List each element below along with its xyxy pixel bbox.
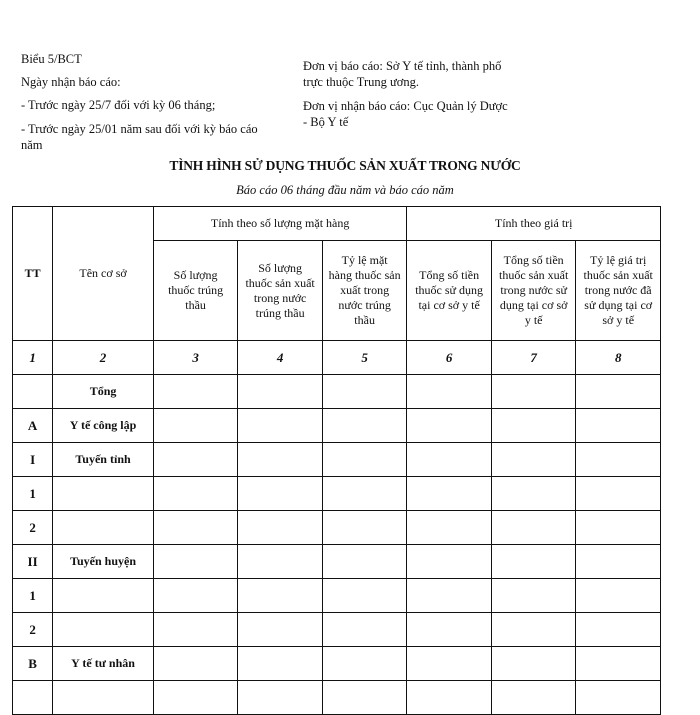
data-cell [153,409,238,443]
data-cell [322,477,407,511]
column-number: 3 [153,341,238,375]
data-cell [407,579,492,613]
data-cell [491,681,576,715]
header-name: Tên cơ sở [53,207,154,341]
data-cell [153,511,238,545]
data-cell [238,511,323,545]
header-col-4-line: Số lượng [258,260,303,275]
data-cell [153,443,238,477]
table-row [13,681,661,715]
header-col-5-line: nước trúng [338,298,391,312]
header-col-3 [153,241,238,341]
row-name [53,511,154,545]
report-title: TÌNH HÌNH SỬ DỤNG THUỐC SẢN XUẤT TRONG NƯỚC [169,158,521,173]
data-cell [153,613,238,647]
data-cell [576,409,661,443]
header-group-value: Tính theo giá trị [407,207,661,241]
deadline-year-line1: - Trước ngày 25/01 năm sau đối với kỳ báo cáo [21,122,258,136]
column-number: 7 [491,341,576,375]
data-cell [153,681,238,715]
header-col-5-line: thầu [354,313,375,327]
data-cell [238,647,323,681]
data-cell [491,647,576,681]
header-col-6-line: Tổng số tiền [419,268,480,282]
header-col-7 [491,241,576,341]
header-col-7-line: dụng tại cơ sở [499,298,568,312]
header-col-3-line: thầu [185,298,206,312]
row-tt: 1 [13,477,53,511]
header-col-5-line: Tỷ lệ mặt [341,253,388,267]
data-cell [238,579,323,613]
row-tt: 2 [13,511,53,545]
data-cell [238,681,323,715]
reporting-unit-line1: Đơn vị báo cáo: Sở Y tế tỉnh, thành phố [303,59,502,73]
table-row [13,647,661,681]
data-cell [491,443,576,477]
header-col-7-line: trong nước sử [500,283,567,297]
header-right [303,58,543,130]
data-cell [491,477,576,511]
data-cell [322,545,407,579]
data-cell [491,579,576,613]
data-cell [153,477,238,511]
data-cell [576,477,661,511]
column-number: 6 [407,341,492,375]
data-cell [407,477,492,511]
row-name [53,579,154,613]
header-left [21,51,296,153]
table-row [13,443,661,477]
row-tt: B [13,647,53,681]
row-name: Y tế tư nhân [53,647,154,681]
data-cell [322,443,407,477]
column-number: 1 [13,341,53,375]
header-col-7-line: Tổng số tiền [503,253,564,267]
data-cell [576,681,661,715]
row-tt: 2 [13,613,53,647]
data-cell [576,579,661,613]
data-cell [322,375,407,409]
data-cell [491,375,576,409]
header-group-quantity: Tính theo số lượng mặt hàng [153,207,407,241]
header-col-6 [407,241,492,341]
header-col-7-line: thuốc sản xuất [499,268,569,282]
deadline-6-months: - Trước ngày 25/7 đối với kỳ 06 tháng; [21,98,216,112]
report-table [12,206,661,715]
data-cell [407,409,492,443]
row-tt: II [13,545,53,579]
receiving-unit-line1: Đơn vị nhận báo cáo: Cục Quản lý Dược [303,99,508,113]
receiving-unit-line2: - Bộ Y tế [303,115,349,129]
data-cell [407,375,492,409]
row-tt [13,375,53,409]
data-cell [407,647,492,681]
row-tt: I [13,443,53,477]
header-col-6-line: tại cơ sở y tế [418,298,480,312]
data-cell [576,545,661,579]
header-col-4-line: trúng thầu [255,305,305,320]
row-tt [13,681,53,715]
report-subtitle: Báo cáo 06 tháng đầu năm và báo cáo năm [236,183,454,197]
data-cell [238,613,323,647]
form-code: Biểu 5/BCT [21,52,82,66]
table-row [13,613,661,647]
data-cell [407,443,492,477]
deadline-year-line2: năm [21,138,43,152]
data-cell [407,545,492,579]
data-cell [576,511,661,545]
table-row [13,545,661,579]
data-cell [322,579,407,613]
receive-date-label: Ngày nhận báo cáo: [21,75,121,89]
data-cell [576,613,661,647]
header-col-8-line: trong nước đã [584,283,652,297]
header-col-3-line: Số lượng [173,268,218,282]
row-name: Tuyến huyện [53,545,154,579]
data-cell [491,409,576,443]
header-col-3-line: thuốc trúng [168,283,224,297]
data-cell [407,511,492,545]
data-cell [322,613,407,647]
table-row [13,511,661,545]
header-col-8-line: sử dụng tại cơ [584,298,653,312]
header-col-5 [322,241,407,341]
column-number: 5 [322,341,407,375]
data-cell [491,511,576,545]
header-col-4-line: thuốc sản xuất [245,275,315,290]
header-col-6-line: thuốc sử dụng [415,283,484,297]
data-cell [491,613,576,647]
data-cell [407,613,492,647]
column-number: 4 [238,341,323,375]
data-cell [238,409,323,443]
data-cell [238,375,323,409]
table-row [13,579,661,613]
row-name: Y tế công lập [53,409,154,443]
data-cell [576,443,661,477]
header-row-groups [13,207,661,241]
column-number: 2 [53,341,154,375]
data-cell [153,647,238,681]
data-cell [238,443,323,477]
data-cell [153,545,238,579]
table-row [13,409,661,443]
data-cell [322,511,407,545]
data-cell [322,647,407,681]
table-row [13,375,661,409]
header-tt: TT [13,207,53,341]
header-col-8-line: sở y tế [602,313,635,327]
header-col-8-line: thuốc sản xuất [583,268,653,282]
column-number: 8 [576,341,661,375]
header-col-4 [238,241,323,341]
table-row [13,477,661,511]
data-cell [238,545,323,579]
data-cell [153,579,238,613]
reporting-unit-line2: trực thuộc Trung ương. [303,75,419,89]
data-cell [322,409,407,443]
row-name [53,477,154,511]
data-cell [576,647,661,681]
data-cell [322,681,407,715]
data-cell [407,681,492,715]
header-col-7-line: y tế [524,313,543,327]
data-cell [238,477,323,511]
row-name [53,613,154,647]
row-tt: 1 [13,579,53,613]
row-name: Tuyến tỉnh [53,443,154,477]
header-col-4-line: trong nước [253,290,307,305]
data-cell [153,375,238,409]
row-name [53,681,154,715]
data-cell [491,545,576,579]
header-col-5-line: xuất trong [340,283,390,297]
header-col-5-line: hàng thuốc sản [328,268,401,282]
column-number-row [13,341,661,375]
header-col-8 [576,241,661,341]
data-cell [576,375,661,409]
row-tt: A [13,409,53,443]
row-name: Tổng [53,375,154,409]
header-col-8-line: Tỷ lệ giá trị [590,253,647,267]
